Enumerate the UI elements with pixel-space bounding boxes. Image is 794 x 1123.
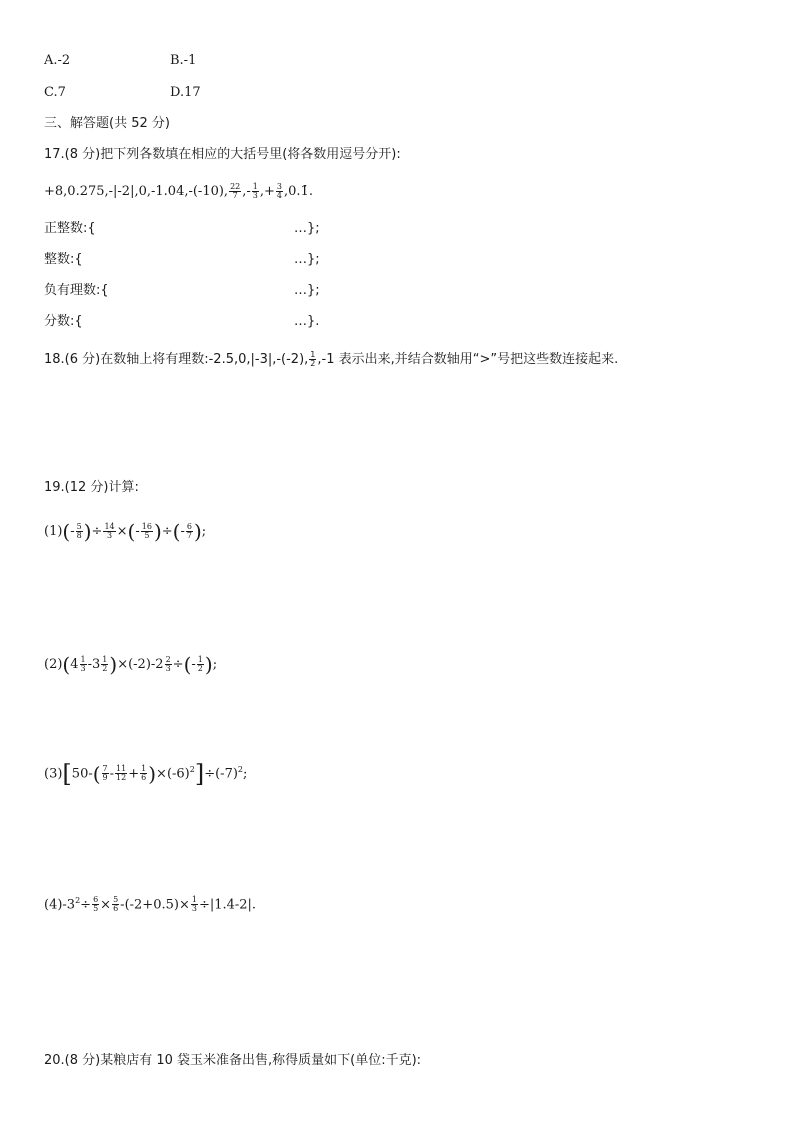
q17-numbers-prefix: +8,0.275,-|-2|,0,-1.04,-(-10),	[44, 184, 229, 199]
q19-prompt: 19.(12 分)计算:	[44, 480, 139, 495]
q19-p2-end: ;	[212, 657, 218, 672]
q19-p2-d3: 3	[165, 664, 171, 673]
q17-cat-positive-integers-end: …};	[294, 221, 320, 236]
q19-p3-exp2: 2	[237, 765, 244, 774]
q17-sep1: ,-	[242, 184, 251, 199]
q17-cat-negative-rationals: 负有理数:{	[44, 283, 109, 298]
q19-p4-n3: 1	[191, 895, 197, 905]
q17-number-list	[44, 183, 313, 200]
q17-cat-positive-integers: 正整数:{	[44, 221, 96, 236]
q19-p4-mid: -(-2+0.5)×	[120, 897, 190, 913]
q17-f1-den: 7	[232, 191, 238, 200]
q18-suffix: ,-1 表示出来,并结合数轴用“>”号把这些数连接起来.	[317, 352, 619, 367]
q19-p4-n1: 6	[93, 895, 99, 905]
q19-p2-d1: 3	[80, 664, 86, 673]
q19-p2-n2: 1	[102, 655, 108, 664]
q19-p1-op1: ÷	[91, 524, 103, 539]
q19-p3-tail: ×(-6)	[156, 766, 190, 782]
q17-f2-num: 1	[252, 182, 258, 191]
q19-p2-d4: 2	[197, 664, 203, 673]
q19-p1-c-num: 16	[141, 522, 152, 531]
option-b: B.-1	[170, 53, 197, 68]
q19-p1-c-sign: -	[135, 524, 140, 539]
q17-prompt: 17.(8 分)把下列各数填在相应的大括号里(将各数用逗号分开):	[44, 147, 401, 162]
q19-p3-d2: 12	[116, 773, 127, 783]
q19-p4-d2: 6	[113, 904, 119, 914]
q19-p3-exp1: 2	[189, 765, 195, 774]
q18-f-num: 1	[310, 350, 316, 359]
q19-p1-op3: ÷	[161, 524, 173, 539]
q18-fraction	[309, 351, 316, 368]
q19-part2: (2)(4 $\frac{1}{3}$ -3 $\frac{1}{2}$ )×(-2)-2 $\frac{2}{3}$ ÷(- $\frac{1}{2}$ );	[44, 652, 218, 677]
q19-p4-d3: 3	[191, 904, 197, 914]
q19-p2-minus: -	[87, 657, 93, 672]
q19-p3-d1: 9	[102, 773, 108, 783]
q19-p2-w2: 3	[92, 657, 101, 672]
q19-p1-c-den: 5	[144, 531, 150, 540]
q19-p4-exp: 2	[75, 896, 81, 905]
q19-p1-d-num: 6	[186, 522, 192, 531]
q17-fraction-1	[229, 183, 241, 200]
q19-p3-n3: 1	[141, 764, 147, 774]
q19-p1-a-den: 8	[76, 531, 82, 540]
q18-prefix: 18.(6 分)在数轴上将有理数:-2.5,0,|-3|,-(-2),	[44, 352, 309, 367]
q17-f2-den: 3	[252, 191, 258, 200]
q17-fraction-3	[276, 183, 283, 200]
q19-p1-a-sign: -	[70, 524, 75, 539]
q19-p1-d-den: 7	[186, 531, 192, 540]
q17-numbers-suffix: ,0.1̇.	[284, 184, 313, 199]
q19-p3-n1: 7	[102, 764, 108, 774]
q17-fraction-2	[252, 183, 259, 200]
q17-cat-fractions-end: …}.	[294, 314, 320, 329]
q17-cat-negative-rationals-end: …};	[294, 283, 320, 298]
q19-p1-op2: ×	[116, 524, 128, 539]
q19-p2-sign4: -	[191, 657, 196, 672]
q19-p2-div: ÷	[172, 657, 184, 672]
q19-p3-plus: +	[128, 766, 140, 782]
q19-p3-minus: -	[109, 766, 115, 782]
q19-p2-label: (2)	[44, 657, 63, 672]
q19-p1-label: (1)	[44, 524, 63, 539]
q17-f3-den: 4	[276, 191, 283, 200]
q19-p4-d1: 5	[93, 904, 99, 914]
q19-p3-d3: 6	[141, 773, 147, 783]
q19-p1-d-sign: -	[180, 524, 185, 539]
q19-p4-end: ÷|1.4-2|.	[198, 897, 257, 913]
q19-p3-label: (3)	[44, 766, 63, 782]
q19-p3-after: ÷(-7)	[204, 766, 238, 782]
section-title: 三、解答题(共 52 分)	[44, 116, 170, 131]
q17-f3-num: 3	[276, 182, 283, 191]
q20-prompt: 20.(8 分)某粮店有 10 袋玉米准备出售,称得质量如下(单位:千克):	[44, 1053, 422, 1068]
q19-p1-b-num: 14	[104, 522, 115, 531]
option-d: D.17	[170, 85, 201, 100]
q19-p2-n1: 1	[80, 655, 86, 664]
q19-p3-n2: 11	[116, 764, 127, 774]
q19-part1: (1)(- $\frac{5}{8}$ )÷ $\frac{14}{3}$ ×(- $\frac{16}{5}$ )÷(- $\frac{6}{7}$ );	[44, 519, 207, 544]
q19-p4-n2: 5	[113, 895, 119, 905]
q19-p1-end: ;	[201, 524, 207, 539]
q17-cat-integers: 整数:{	[44, 252, 83, 267]
q19-p3-start: 50-	[71, 766, 93, 782]
q19-part3: (3)[50-( $\frac{7}{9}$ - $\frac{11}{12}$ + $\frac{1}{6}$ )$\times(-6)^2]\div(-7)^2$;	[44, 759, 248, 788]
q18-prompt	[44, 351, 618, 368]
option-a: A.-2	[44, 53, 71, 68]
q18-f-den: 2	[310, 359, 316, 368]
q17-sep2: ,+	[259, 184, 275, 199]
q19-p4-div: ÷	[80, 897, 92, 913]
q19-p2-d2: 2	[102, 664, 108, 673]
q17-cat-integers-end: …};	[294, 252, 320, 267]
q17-f1-num: 22	[230, 182, 241, 191]
q19-p1-a-num: 5	[76, 522, 82, 531]
q19-p4-label: (4)-3	[44, 897, 76, 913]
option-c: C.7	[44, 85, 66, 100]
q19-p1-b-den: 3	[107, 531, 113, 540]
q19-p4-times: ×	[100, 897, 112, 913]
q19-p2-w1: 4	[70, 657, 79, 672]
q19-p2-mid: ×(-2)-2	[117, 657, 164, 672]
q17-cat-fractions: 分数:{	[44, 314, 83, 329]
q19-p3-end: ;	[243, 766, 248, 782]
q19-p2-n4: 1	[197, 655, 203, 664]
q19-part4	[44, 893, 256, 913]
q19-p2-n3: 2	[165, 655, 171, 664]
